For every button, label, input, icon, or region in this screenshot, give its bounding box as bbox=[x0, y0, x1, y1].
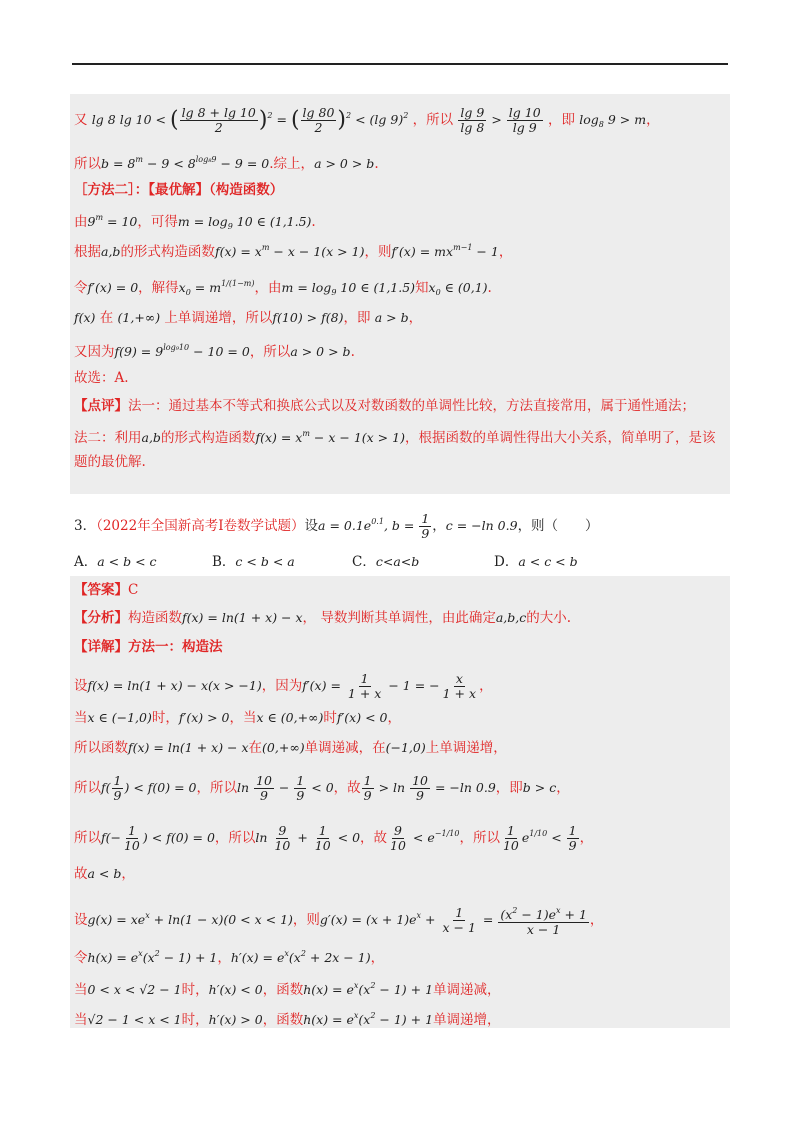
comment-line-2: 法二：利用a,b的形式构造函数$f(x) = x^m - x - 1(x > 1)$，根据函数的单调性得出大小关系，简单明了，是该 bbox=[74, 429, 716, 446]
comment-line-3: 题的最优解. bbox=[74, 454, 146, 470]
detail-line-10: 当√2 − 1 < x < 1时，h′(x) > 0，函数$h(x) = e^x(x^2 - 1) + 1$单调递增， bbox=[74, 1011, 501, 1028]
detail-line-7: 设$g(x) = xe^x + \ln(1 - x)(0 < x < 1)$，则$g'(x) = (x + 1)e^x$ + $\frac{1}{x - 1}$ = $\frac{(x^2 - 1)e^x + 1}{x - 1}$ ， bbox=[74, 905, 604, 937]
option-b[interactable]: B．c < b < a bbox=[212, 554, 295, 570]
block-line-1: 又 lg 8 lg 10 < ( $\frac{\lg 8 + \lg 10}{2}$ )$^2$ = ( $\frac{\lg 80}{2}$ )$^2$ < (lg 9)$^2$ ，所以 $\frac{\lg 9}{\lg 8}$ > $\frac{\lg 10}{\lg 9}$ ，即 $\log_8 9 > m$， bbox=[74, 105, 660, 135]
block-line-8: 又因为$f(9) = 9^{log_910} - 10 = 0$，所以a > 0 > b. bbox=[74, 343, 355, 360]
detail-line-5: 所以f(− $\frac{1}{10}$ ) < f(0) = 0，所以ln $\frac{9}{10}$ + $\frac{1}{10}$ < 0，故 $\frac{9}{10}$ < $e^{-1/10}$，所以 $\frac{1}{10}$ $e^{1/10}$ < $\frac{1}{9}$ ， bbox=[74, 823, 594, 853]
detail-line-6: 故a < b， bbox=[74, 866, 135, 882]
detail-line-2: 当x ∈ (−1,0)时，f′(x) > 0，当x ∈ (0,+∞)时f′(x) < 0， bbox=[74, 710, 401, 726]
block-line-4: 由$9^m = 10$，可得$m = \log_9 10$ ∈ (1,1.5). bbox=[74, 213, 316, 231]
detail-line-1: 设f(x) = ln(1 + x) − x(x > −1)，因为f′(x) = $\frac{1}{1 + x}$ − 1 = − $\frac{x}{1 + x}$ ， bbox=[74, 671, 493, 701]
question-3-stem: 3．（2022年全国新高考Ⅰ卷数学试题）设$a = 0.1e^{0.1}$, b = $\frac{1}{9}$ ，c = −ln 0.9，则（ ） bbox=[74, 511, 599, 541]
detail-heading: 【详解】方法一：构造法 bbox=[74, 639, 223, 655]
block-line-5: 根据a,b的形式构造函数$f(x) = x^m - x - 1(x > 1)$，则$f'(x) = mx^{m-1} - 1$， bbox=[74, 243, 513, 260]
block-line-2: 所以$b = 8^m - 9 < 8^{log_89} - 9 = 0$.综上，a > 0 > b. bbox=[74, 155, 379, 172]
method2-heading: ［方法二］：【最优解】（构造函数） bbox=[74, 182, 284, 198]
option-c[interactable]: C．c<a<b bbox=[352, 554, 420, 570]
option-d[interactable]: D．a < c < b bbox=[494, 554, 578, 570]
comment-line-1: 【点评】法一：通过基本不等式和换底公式以及对数函数的单调性比较，方法直接常用，属于通性通法； bbox=[74, 398, 695, 414]
header-rule bbox=[72, 63, 728, 65]
block-line-7: f(x) 在 (1,+∞) 上单调递增，所以f(10) > f(8)，即 a > b， bbox=[74, 310, 423, 326]
option-a[interactable]: A．a < b < c bbox=[74, 554, 157, 570]
detail-line-3: 所以函数f(x) = ln(1 + x) − x在(0,+∞)单调递减，在(−1,0)上单调递增， bbox=[74, 740, 507, 756]
answer-line: 【答案】C bbox=[74, 582, 139, 598]
detail-line-9: 当0 < x < √2 − 1时，h′(x) < 0，函数$h(x) = e^x(x^2 - 1) + 1$单调递减， bbox=[74, 981, 501, 998]
block-line-6: 令f′(x) = 0，解得$x_0 = m^{1/(1-m)}$，由$m = \log_9 10$ ∈ (1,1.5)知$x_0$ ∈ (0,1). bbox=[74, 279, 492, 297]
choice-line: 故选：A. bbox=[74, 370, 129, 386]
detail-line-8: 令$h(x) = e^x(x^2 - 1) + 1$，$h'(x) = e^x(x^2 + 2x - 1)$， bbox=[74, 949, 385, 966]
analysis-line: 【分析】构造函数f(x) = ln(1 + x) − x， 导数判断其单调性，由此确定a,b,c的大小. bbox=[74, 610, 572, 626]
detail-line-4: 所以f( $\frac{1}{9}$ ) < f(0) = 0，所以ln $\frac{10}{9}$ − $\frac{1}{9}$ < 0，故 $\frac{1}{9}$ > ln $\frac{10}{9}$ = −ln 0.9，即b > c， bbox=[74, 773, 570, 803]
